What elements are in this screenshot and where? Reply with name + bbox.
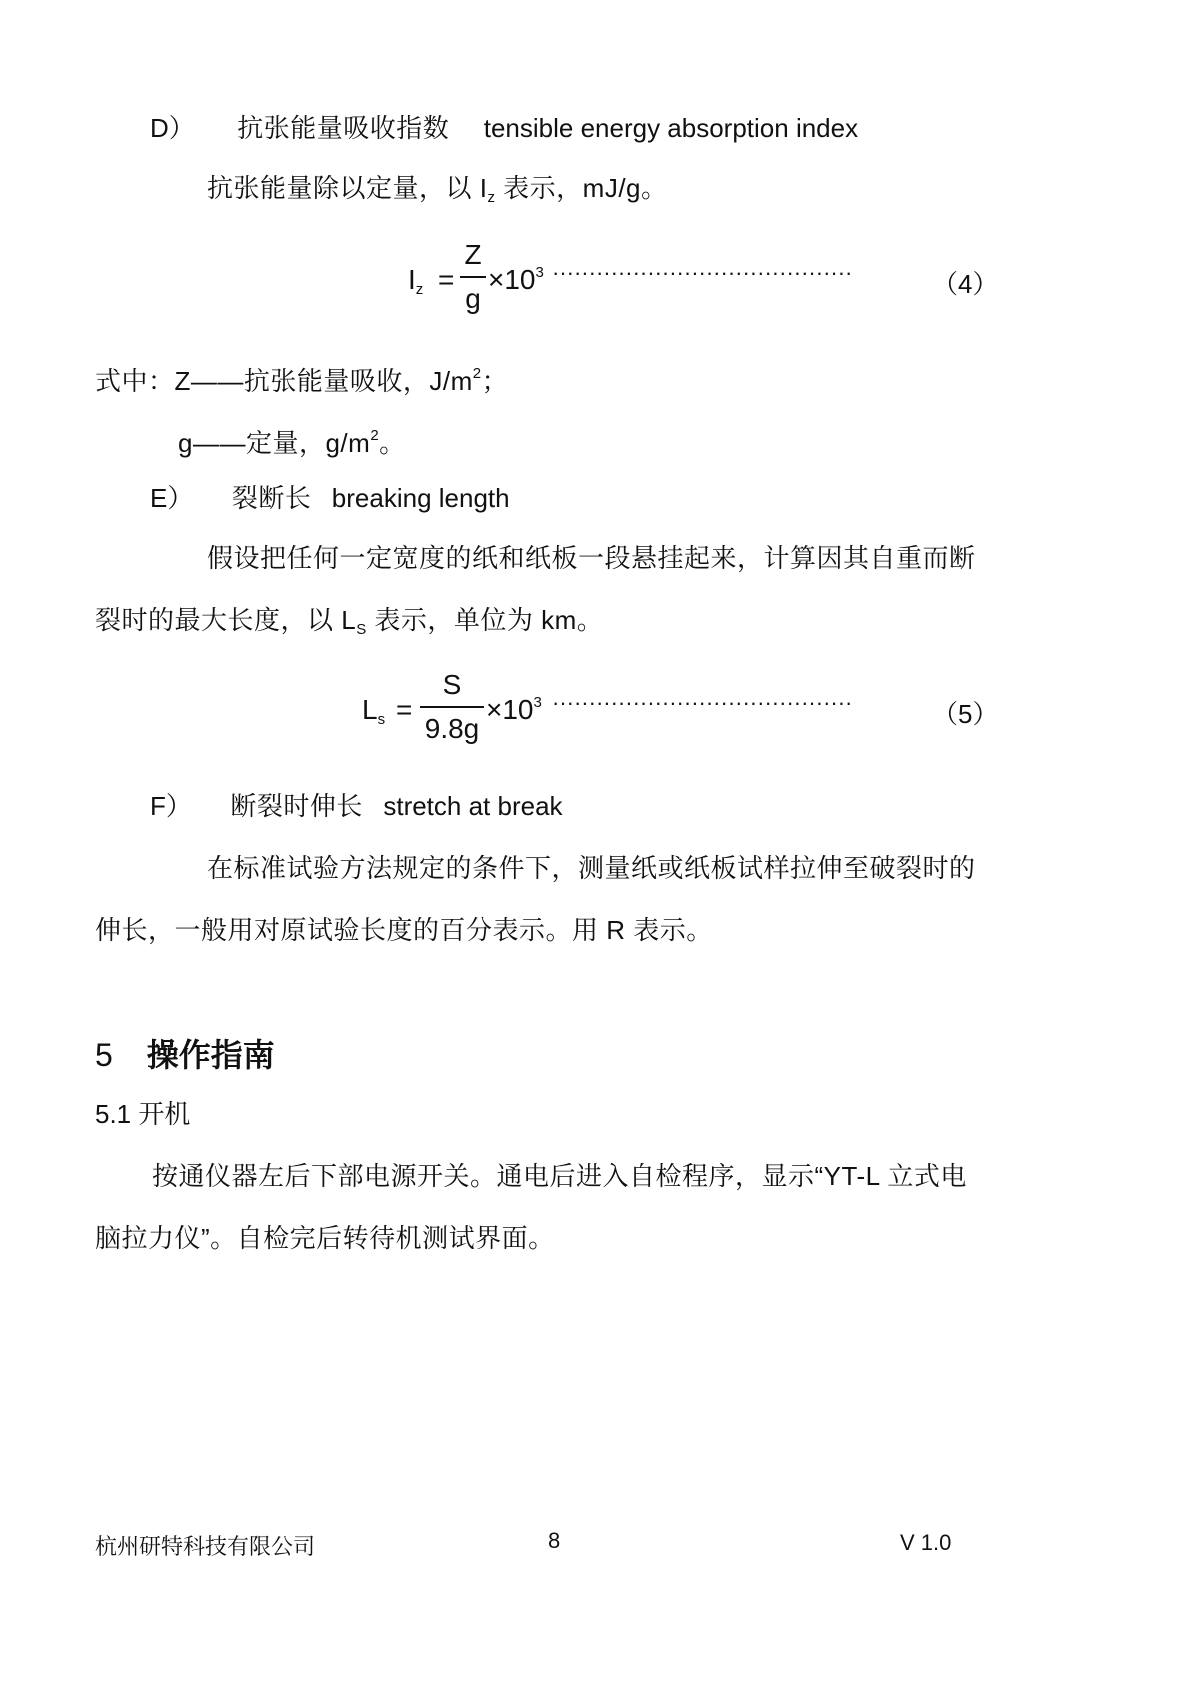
lhs-symbol: I xyxy=(408,264,416,295)
formula-multiplier xyxy=(486,694,542,726)
chapter-heading xyxy=(95,1030,275,1076)
formula-lhs xyxy=(408,264,423,298)
where-label: 式中： xyxy=(95,366,175,396)
section-d-label: D） xyxy=(150,113,195,143)
leader-dots: ········································· xyxy=(552,690,853,715)
var-symbol: Z xyxy=(174,366,191,396)
desc-text: 表示，单位为 km。 xyxy=(366,605,604,635)
leader-dots: ········································· xyxy=(552,260,853,285)
where-line-g xyxy=(178,420,406,459)
section-f-heading xyxy=(150,790,563,822)
mult-text: ×10 xyxy=(488,264,536,295)
section-d-title-cn: 抗张能量吸收指数 xyxy=(237,113,450,143)
var-dash: —— xyxy=(192,428,246,458)
formula-5 xyxy=(362,668,1022,758)
desc-text: 表示，mJ/g。 xyxy=(495,173,668,203)
section-e-desc-line1: 假设把任何一定宽度的纸和纸板一段悬挂起来，计算因其自重而断 xyxy=(207,543,976,573)
lhs-symbol: L xyxy=(362,694,378,725)
footer-company: 杭州研特科技有限公司 xyxy=(95,1534,316,1559)
formula-multiplier xyxy=(488,264,544,296)
equation-number: （5） xyxy=(932,699,999,729)
chapter-title-row xyxy=(95,1030,275,1076)
section-f-desc-line2: 伸长，一般用对原试验长度的百分表示。用 R 表示。 xyxy=(95,915,713,945)
formula-lhs xyxy=(362,694,385,728)
desc-text: 抗张能量除以定量，以 I xyxy=(207,173,488,203)
section-e-desc-line2 xyxy=(95,604,603,646)
desc-text: 裂时的最大长度，以 L xyxy=(95,605,357,635)
subsection-para-line1: 按通仪器左后下部电源开关。通电后进入自检程序，显示“YT-L 立式电 xyxy=(152,1161,967,1191)
subsection-number: 5.1 xyxy=(95,1099,132,1129)
section-e-title-en: breaking length xyxy=(331,483,510,513)
footer-version: V 1.0 xyxy=(900,1530,952,1555)
numerator: Z xyxy=(464,239,482,270)
section-d-title-en: tensible energy absorption index xyxy=(483,113,859,143)
fraction-bar xyxy=(420,706,484,708)
subsection-para-line2: 脑拉力仪”。自检完后转待机测试界面。 xyxy=(95,1223,555,1253)
mult-text: ×10 xyxy=(486,694,534,725)
lhs-subscript: z xyxy=(415,281,424,298)
equation-number: （4） xyxy=(932,269,999,299)
var-exponent: 2 xyxy=(370,427,380,444)
lhs-subscript: s xyxy=(377,711,386,728)
var-symbol: g xyxy=(178,428,193,458)
section-f-title-cn: 断裂时伸长 xyxy=(230,791,363,821)
where-line-z xyxy=(95,358,508,397)
fraction xyxy=(460,238,486,316)
var-exponent: 2 xyxy=(472,365,482,382)
subscript: z xyxy=(487,189,496,206)
var-end: 。 xyxy=(379,428,406,458)
section-e-title-cn: 裂断长 xyxy=(231,483,312,513)
section-e-heading xyxy=(150,482,510,514)
denominator: 9.8g xyxy=(424,713,480,744)
subscript: S xyxy=(356,621,367,638)
section-f-label: F） xyxy=(150,791,192,821)
equals-sign: = xyxy=(438,264,455,295)
section-e-label: E） xyxy=(150,483,194,513)
section-d-heading xyxy=(150,112,858,144)
var-description: 抗张能量吸收，J/m xyxy=(243,366,473,396)
subsection-title: 开机 xyxy=(138,1099,191,1129)
fraction-bar xyxy=(460,276,486,278)
var-dash: —— xyxy=(190,366,244,396)
section-f-title-en: stretch at break xyxy=(383,791,563,821)
var-end: ； xyxy=(481,366,509,396)
fraction xyxy=(420,668,484,746)
exponent: 3 xyxy=(535,264,544,281)
footer-page-number: 8 xyxy=(548,1528,561,1553)
numerator: S xyxy=(442,669,462,700)
chapter-title: 操作指南 xyxy=(146,1037,275,1073)
subsection-heading xyxy=(95,1098,190,1130)
exponent: 3 xyxy=(533,694,542,711)
chapter-number: 5 xyxy=(95,1037,113,1073)
section-f-desc-line1: 在标准试验方法规定的条件下，测量纸或纸板试样拉伸至破裂时的 xyxy=(207,853,976,883)
section-d-description xyxy=(207,172,668,214)
equals-sign: = xyxy=(396,694,413,725)
denominator: g xyxy=(465,283,481,314)
formula-4 xyxy=(400,238,1020,328)
var-description: 定量，g/m xyxy=(245,428,371,458)
